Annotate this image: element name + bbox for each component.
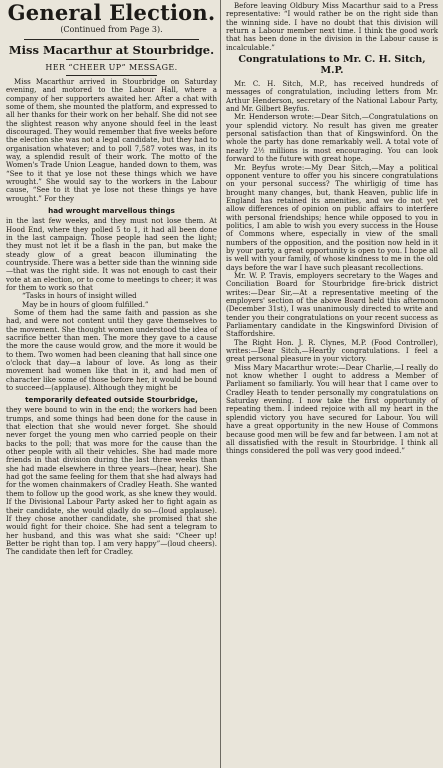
column-rule bbox=[220, 0, 221, 768]
quote-line: May be in hours of gloom fulfilled.” bbox=[22, 299, 149, 309]
divider bbox=[66, 75, 157, 76]
right-column bbox=[222, 0, 441, 768]
article-paragraph: Before leaving Oldbury Miss Macarthur said to a Press representative: “I would rather be on the right side than the winning side. I have no doubt that this division will return a Labour member next time. I think the good work that has been done in the division in the Labour cause is incalculable.” bbox=[226, 1, 438, 52]
story-headline-line2: M.P. bbox=[320, 65, 344, 77]
story-headline: Congratulations to Mr. C. H. Sitch, bbox=[238, 54, 426, 66]
article-paragraph: Some of them had the same faith and passion as she had, and were not content until they gave themselves to the movement. She thought women understood the idea of sacrifice better than men. The more they gave to a cause the more the cause would grow, and the more it would be to them. Two women had been cleaning that hall since one o'clock that day—a labour of love. As long as their movement had women like that in it, and had men of character like some of those before her, it would be bound to succeed—(applause). Although they might be bbox=[6, 307, 217, 393]
divider bbox=[24, 39, 199, 40]
left-column bbox=[2, 0, 220, 768]
article-paragraph: Miss Macarthur arrived in Stourbridge on Saturday evening, and motored to the Labour Hall, where a company of her supporters awaited her. After a chat with some of them, she mounted the platform, and expressed to all her thanks for their work on her behalf. She did not see the slightest reason why anyone should feel in the least discouraged. They would remember that five weeks before the election she was not a legal candidate, but they had to organisation whatever; and to poll 7,587 votes was, in its way, a splendid result of their work. The motto of the Women's Trade Union League, handed down to them, was “See to it that ye lose not these things which we have wrought.” She would say to the workers in the Labour cause, “See to it that ye lose not these things ye have wrought.” For they bbox=[6, 77, 217, 203]
article-paragraph: Mr. Henderson wrote:—Dear Sitch,—Congratulations on your splendid victory. No result has given me greater personal satisfaction than that of Kingswinford. On the whole the party has done remarkably well. A total vote of nearly 2½ millions is most encouraging. You can look forward to the future with great hope. bbox=[226, 112, 438, 164]
story-headline: Miss Macarthur at Stourbridge. bbox=[8, 43, 215, 57]
article-paragraph: The Right Hon. J. R. Clynes, M.P. (Food Controller), writes:—Dear Sitch,—Heartly congratulations. I feel a great personal pleasure in your victory. bbox=[226, 337, 438, 364]
quote-line: “Tasks in hours of insight willed bbox=[22, 291, 137, 301]
article-paragraph: Miss Mary Macarthur wrote:—Dear Charlie,—I really do not know whether I ought to address a Member of Parliament so familiarly. You will hear that I came over to Cradley Heath to tender personally my congratulations on Saturday evening. I now take the first opportunity of repeating them. I indeed rejoice with all my heart in the splendid victory you have secured for Labour. You will have a great opportunity in the new House of Commons because good men will be few and far between. I am not at all dissatisfied with the result in Stourbridge. I think all things considered the poll was very good indeed.” bbox=[226, 362, 438, 456]
section-heading: temporarily defeated outside Stourbridge, bbox=[25, 395, 198, 405]
article-paragraph: Mr. Beyfus wrote:—My Dear Sitch,—May a political opponent venture to offer you his sincere congratulations on your personal success? The whirligig of time has brought many changes, but, thank Heaven, public life in England has retained its amenities, and we do not yet allow differences of opinion on public affairs to interfere with personal friendships; hence while opposed to you in politics, I am able to wish you every success in the House of Commons where, especially in view of the small numbers of the opposition, and the position now held in it by your party, a great opportunity is open to you. I hope all is well with your family, of whose kindness to me in the old days before the war I have such pleasant recollections. bbox=[226, 162, 438, 272]
article-paragraph: they were bound to win in the end; the workers had been trumps, and some things had been done for the cause in that election that she would never forget. She should never forget the young men who carried people on their backs to the poll; that was more for the cause than the other people with all their vehicles. She had made more friends in that division during the last three weeks than she had made elsewhere in three years—(hear, hear). She had got the same feeling for them that she had always had for the women chainmakers of Cradley Heath. She wanted them to follow up the good work, as she knew they would. If the Divisional Labour Party asked her to fight again as their candidate, she would gladly do so—(loud applause). If they chose another candidate, she promised that she would fight for their choice. She had sent a telegram to her husband, and this was what she said: “Cheer up! Better be right than top. I am very happy”—(loud cheers). The candidate then left for Cradley. bbox=[6, 405, 217, 557]
section-heading: had wrought marvellous things bbox=[48, 206, 175, 216]
story-subheadline: HER “CHEER UP” MESSAGE. bbox=[45, 63, 178, 72]
article-paragraph: Mr. C. H. Sitch, M.P., has received hundreds of messages of congratulation, including letters from Mr. Arthur Henderson, secretary of the National Labour Party, and Mr. Gilbert Beyfus. bbox=[226, 79, 438, 114]
continued-note: (Continued from Page 3). bbox=[60, 25, 163, 34]
page-headline: General Election. bbox=[7, 0, 216, 25]
article-paragraph: in the last few weeks, and they must not lose them. At Hood End, where they polled 5 to 1, it had all been done in the last campaign. Those people had seen the light; they must not let it be a flash in the pan, but make the steady glow of a great beacon illuminating the countryside. There was a better side than the winning side—that was the right side. It was not enough to cast their vote at an election, or to come to meetings to cheer; it was for them to work so that bbox=[6, 216, 217, 292]
divider bbox=[66, 59, 157, 60]
article-paragraph: Mr. W. P. Travis, employers secretary to the Wages and Conciliation Board for Stourbridge fire-brick district writes:—Dear Sir,—At a representative meeting of the employers' section of the above Board held this afternoon (December 31st), I was unanimously directed to write and tender you their congratulations on your recent success as Parliamentary candidate in the Kingswinford Division of Staffordshire. bbox=[226, 270, 438, 339]
